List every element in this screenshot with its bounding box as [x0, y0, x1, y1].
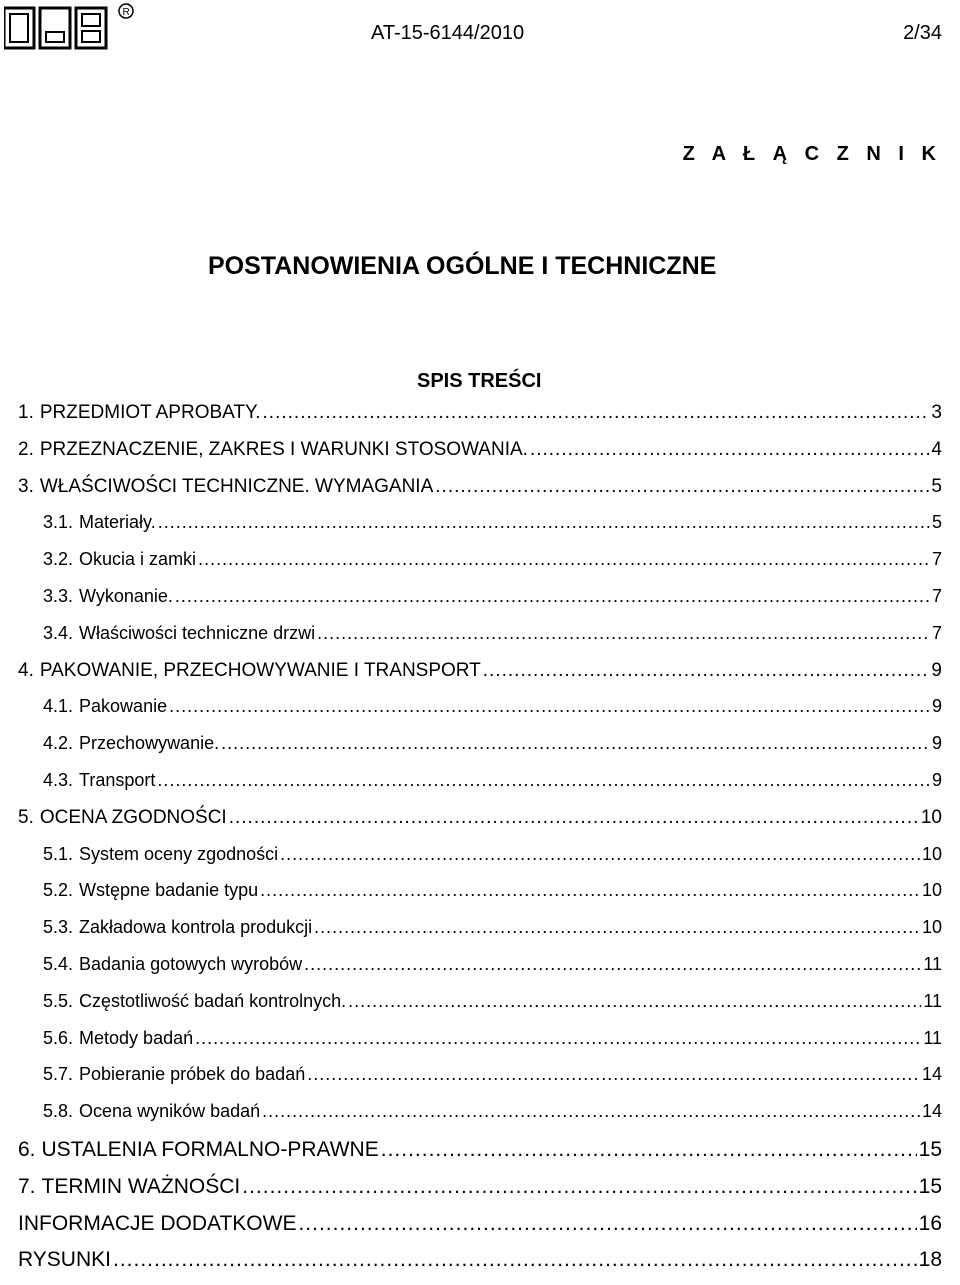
- toc-entry-page: 10: [921, 843, 942, 864]
- dot-leader: [263, 402, 930, 424]
- toc-entry-title: PRZEDMIOT APROBATY.: [39, 402, 261, 423]
- toc-entry[interactable]: [18, 1212, 942, 1249]
- toc-entry-page: 11: [923, 953, 942, 974]
- toc-entry-title: Badania gotowych wyrobów: [79, 953, 303, 974]
- page-number: 2/34: [903, 22, 942, 44]
- toc-entry[interactable]: [18, 696, 942, 733]
- page-header: [0, 0, 960, 60]
- toc-entry-page: 11: [923, 1027, 942, 1048]
- dot-leader: [221, 733, 930, 754]
- toc-entry-page: 5: [931, 475, 942, 497]
- toc-entry-title: Właściwości techniczne drzwi: [79, 622, 316, 643]
- dot-leader: [381, 1138, 917, 1162]
- dot-leader: [175, 586, 930, 607]
- toc-entry-title: Ocena wyników badań: [79, 1101, 261, 1122]
- dot-leader: [262, 1101, 920, 1122]
- toc-entry[interactable]: [18, 1175, 942, 1212]
- dot-leader: [530, 439, 929, 461]
- dot-leader: [314, 917, 920, 938]
- toc-entry-page: 7: [931, 585, 942, 606]
- toc-entry[interactable]: [18, 917, 942, 954]
- toc-entry[interactable]: [18, 770, 942, 807]
- toc-entry-number: 6.: [18, 1137, 36, 1161]
- toc-entry-title: TERMIN WAŻNOŚCI: [41, 1174, 241, 1198]
- toc-entry-page: 9: [931, 769, 942, 790]
- toc-entry[interactable]: [18, 844, 942, 881]
- toc-entry[interactable]: [18, 549, 942, 586]
- dot-leader: [280, 844, 920, 865]
- toc-entry-title: Zakładowa kontrola produkcji: [79, 917, 313, 938]
- document-id: AT-15-6144/2010: [371, 22, 525, 44]
- toc-entry-number: 4.2.: [43, 733, 74, 754]
- annex-label: Z A Ł Ą C Z N I K: [682, 143, 942, 165]
- toc-entry-page: 15: [918, 1137, 942, 1161]
- toc-entry-page: 18: [918, 1248, 942, 1272]
- dot-leader: [242, 1175, 916, 1199]
- toc-entry[interactable]: [18, 954, 942, 991]
- toc-entry-number: 2.: [18, 438, 34, 460]
- dot-leader: [260, 880, 920, 901]
- toc-entry[interactable]: [18, 402, 942, 439]
- dot-leader: [113, 1248, 917, 1272]
- toc-entry-title: INFORMACJE DODATKOWE: [18, 1211, 297, 1235]
- toc-entry-title: Metody badań: [79, 1027, 194, 1048]
- dot-leader: [304, 954, 921, 975]
- toc-entry-number: 3.4.: [43, 622, 74, 643]
- toc-entry-number: 3.3.: [43, 585, 74, 606]
- toc-entry-number: 5.6.: [43, 1027, 74, 1048]
- toc-entry[interactable]: [18, 439, 942, 476]
- toc-entry-number: 1.: [18, 402, 34, 423]
- toc-entry[interactable]: [18, 586, 942, 623]
- toc-entry-page: 10: [920, 806, 942, 828]
- toc-entry-page: 10: [921, 880, 942, 901]
- toc-entry-page: 14: [921, 1064, 942, 1085]
- toc-entry[interactable]: [18, 991, 942, 1028]
- toc-entry-number: 5.: [18, 806, 34, 828]
- toc-entry-number: 5.1.: [43, 843, 74, 864]
- toc-entry-number: 4.1.: [43, 696, 74, 717]
- dot-leader: [435, 476, 929, 498]
- toc-entry-number: 3.2.: [43, 549, 74, 570]
- toc-entry-title: USTALENIA FORMALNO-PRAWNE: [41, 1137, 379, 1161]
- dot-leader: [307, 1064, 920, 1085]
- dot-leader: [158, 512, 930, 533]
- dot-leader: [198, 549, 930, 570]
- toc-entry-number: 5.4.: [43, 953, 74, 974]
- dot-leader: [483, 660, 930, 682]
- toc-entry[interactable]: [18, 1101, 942, 1138]
- toc-entry[interactable]: [18, 476, 942, 513]
- toc-entry-page: 14: [921, 1101, 942, 1122]
- toc-entry[interactable]: [18, 623, 942, 660]
- page-title: POSTANOWIENIA OGÓLNE I TECHNICZNE: [208, 252, 717, 280]
- toc-entry-number: 3.: [18, 475, 34, 497]
- toc-entry-title: Wykonanie.: [79, 585, 173, 606]
- dot-leader: [195, 1028, 921, 1049]
- toc-entry-title: Wstępne badanie typu: [79, 880, 259, 901]
- toc-entry[interactable]: [18, 660, 942, 697]
- toc-entry-number: 5.5.: [43, 990, 74, 1011]
- toc-entry[interactable]: [18, 807, 942, 844]
- toc-entry-title: Materiały.: [79, 512, 156, 533]
- toc-entry-page: 15: [918, 1174, 942, 1198]
- toc-entry-number: 5.7.: [43, 1064, 74, 1085]
- dot-leader: [348, 991, 921, 1012]
- toc-entry-number: 7.: [18, 1174, 36, 1198]
- toc-entry-page: 9: [931, 733, 942, 754]
- dot-leader: [317, 623, 930, 644]
- toc-entry-title: Pobieranie próbek do badań: [79, 1064, 306, 1085]
- dot-leader: [169, 696, 930, 717]
- toc-entry-number: 3.1.: [43, 512, 74, 533]
- toc-entry[interactable]: [18, 1064, 942, 1101]
- toc-entry[interactable]: [18, 1248, 942, 1285]
- toc-entry[interactable]: [18, 733, 942, 770]
- toc-entry-number: 4.3.: [43, 769, 74, 790]
- table-of-contents: [18, 402, 942, 1285]
- toc-entry-title: OCENA ZGODNOŚCI: [39, 806, 227, 828]
- toc-entry-number: 5.3.: [43, 917, 74, 938]
- itb-logo-registered-icon: [4, 2, 136, 52]
- svg-text:R: R: [122, 7, 130, 18]
- toc-entry-page: 11: [923, 990, 942, 1011]
- toc-entry-title: Częstotliwość badań kontrolnych.: [79, 990, 347, 1011]
- toc-entry-title: Przechowywanie.: [79, 733, 220, 754]
- dot-leader: [157, 770, 930, 791]
- dot-leader: [298, 1212, 916, 1236]
- toc-entry-page: 9: [931, 696, 942, 717]
- toc-entry-page: 16: [918, 1211, 942, 1235]
- toc-entry[interactable]: [18, 1028, 942, 1065]
- toc-entry-page: 9: [931, 659, 942, 681]
- toc-entry-page: 3: [931, 402, 942, 423]
- toc-entry-title: System oceny zgodności: [79, 843, 279, 864]
- toc-entry-title: Pakowanie: [79, 696, 168, 717]
- toc-entry[interactable]: [18, 1138, 942, 1175]
- toc-entry[interactable]: [18, 512, 942, 549]
- toc-heading: SPIS TREŚCI: [417, 370, 542, 392]
- toc-entry-title: Transport: [79, 769, 156, 790]
- toc-entry-page: 7: [931, 622, 942, 643]
- dot-leader: [229, 807, 919, 829]
- toc-entry-page: 7: [931, 549, 942, 570]
- toc-entry-number: 5.8.: [43, 1101, 74, 1122]
- toc-entry-title: PRZEZNACZENIE, ZAKRES I WARUNKI STOSOWANIA.: [39, 438, 528, 460]
- toc-entry-page: 10: [921, 917, 942, 938]
- toc-entry-title: WŁAŚCIWOŚCI TECHNICZNE. WYMAGANIA: [39, 475, 434, 497]
- toc-entry-page: 5: [931, 512, 942, 533]
- toc-entry-title: PAKOWANIE, PRZECHOWYWANIE I TRANSPORT: [39, 659, 481, 681]
- toc-entry-number: 4.: [18, 659, 34, 681]
- toc-entry-title: Okucia i zamki: [79, 549, 197, 570]
- toc-entry-title: RYSUNKI: [18, 1248, 111, 1272]
- toc-entry-number: 5.2.: [43, 880, 74, 901]
- toc-entry-page: 4: [931, 438, 942, 460]
- toc-entry[interactable]: [18, 880, 942, 917]
